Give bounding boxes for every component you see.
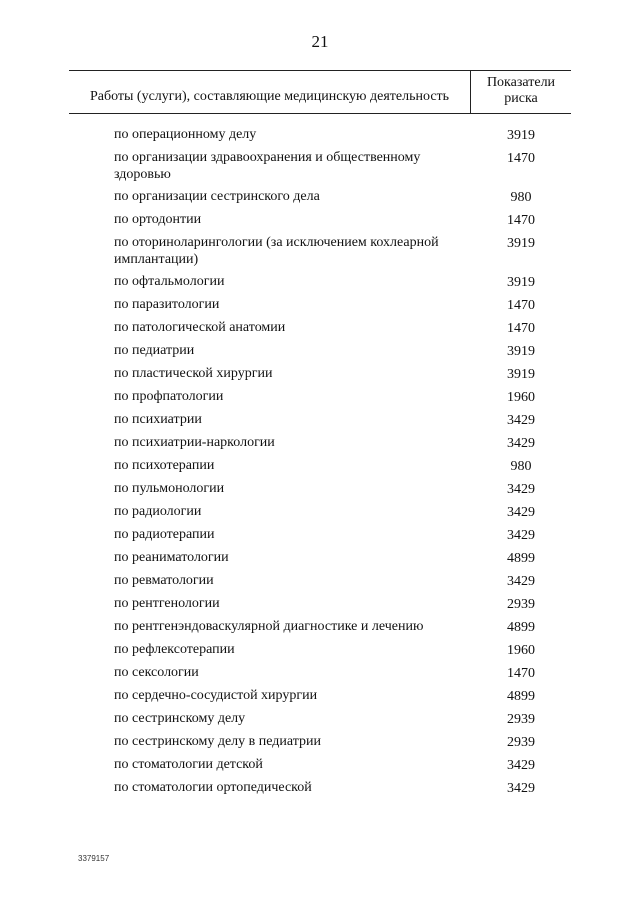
row-risk-value: 3429 xyxy=(507,482,535,497)
row-risk-value: 980 xyxy=(510,459,532,474)
table-row xyxy=(69,273,571,291)
header-risk-column: Показатели риска xyxy=(486,75,556,106)
row-risk-value: 4899 xyxy=(507,551,535,566)
row-work-name: по организации сестринского дела xyxy=(114,189,320,204)
table-row xyxy=(69,296,571,314)
table-row xyxy=(69,211,571,229)
page-number: 21 xyxy=(311,32,329,51)
table-row xyxy=(69,457,571,475)
row-work-name: по ревматологии xyxy=(114,573,214,588)
row-work-name: по рефлексотерапии xyxy=(114,642,235,657)
row-risk-value: 1960 xyxy=(507,643,535,658)
row-work-name: по сестринскому делу в педиатрии xyxy=(114,734,322,749)
row-risk-value: 1470 xyxy=(507,298,535,313)
row-risk-value: 3919 xyxy=(507,367,535,382)
table-row xyxy=(69,342,571,360)
row-work-name: по оториноларингологии (за исключением кохлеарной имплантации) xyxy=(114,235,439,267)
table-row xyxy=(69,149,571,183)
row-work-name: по организации здравоохранения и общественному здоровью xyxy=(114,150,421,182)
row-work-name: по стоматологии детской xyxy=(114,757,263,772)
table-row xyxy=(69,319,571,337)
row-work-name: по патологической анатомии xyxy=(114,320,286,335)
risk-table xyxy=(69,70,571,802)
row-work-name: по психиатрии xyxy=(114,412,202,427)
table-row xyxy=(69,503,571,521)
row-risk-value: 4899 xyxy=(507,620,535,635)
table-row xyxy=(69,572,571,590)
row-work-name: по педиатрии xyxy=(114,343,195,358)
document-code: 3379157 xyxy=(78,854,110,863)
row-work-name: по операционному делу xyxy=(114,127,257,142)
row-work-name: по рентгенэндоваскулярной диагностике и лечению xyxy=(114,619,424,634)
table-row xyxy=(69,595,571,613)
table-row xyxy=(69,549,571,567)
table-row xyxy=(69,687,571,705)
row-work-name: по ортодонтии xyxy=(114,212,202,227)
row-work-name: по радиотерапии xyxy=(114,527,215,542)
row-risk-value: 1960 xyxy=(507,390,535,405)
table-row xyxy=(69,756,571,774)
row-work-name: по сердечно-сосудистой хирургии xyxy=(114,688,318,703)
row-risk-value: 3919 xyxy=(507,236,535,251)
row-risk-value: 4899 xyxy=(507,689,535,704)
table-row xyxy=(69,388,571,406)
table-row xyxy=(69,710,571,728)
table-row xyxy=(69,365,571,383)
row-risk-value: 1470 xyxy=(507,151,535,166)
row-risk-value: 3919 xyxy=(507,128,535,143)
table-row xyxy=(69,234,571,268)
table-body xyxy=(69,126,571,797)
table-row xyxy=(69,411,571,429)
row-risk-value: 3429 xyxy=(507,758,535,773)
row-work-name: по реаниматологии xyxy=(114,550,229,565)
table-row xyxy=(69,733,571,751)
row-risk-value: 3919 xyxy=(507,344,535,359)
row-risk-value: 3429 xyxy=(507,436,535,451)
row-risk-value: 2939 xyxy=(507,712,535,727)
row-risk-value: 3429 xyxy=(507,528,535,543)
row-work-name: по сестринскому делу xyxy=(114,711,246,726)
row-risk-value: 2939 xyxy=(507,597,535,612)
table-row xyxy=(69,618,571,636)
table-row xyxy=(69,526,571,544)
row-risk-value: 2939 xyxy=(507,735,535,750)
row-risk-value: 3429 xyxy=(507,574,535,589)
table-row xyxy=(69,664,571,682)
row-work-name: по психотерапии xyxy=(114,458,215,473)
row-work-name: по сексологии xyxy=(114,665,199,680)
table-row xyxy=(69,480,571,498)
row-work-name: по рентгенологии xyxy=(114,596,220,611)
row-work-name: по стоматологии ортопедической xyxy=(114,780,312,795)
row-work-name: по пластической хирургии xyxy=(114,366,273,381)
row-risk-value: 1470 xyxy=(507,321,535,336)
row-risk-value: 3919 xyxy=(507,275,535,290)
row-work-name: по профпатологии xyxy=(114,389,224,404)
row-risk-value: 1470 xyxy=(507,666,535,681)
row-work-name: по пульмонологии xyxy=(114,481,225,496)
table-row xyxy=(69,126,571,144)
table-row xyxy=(69,641,571,659)
row-work-name: по паразитологии xyxy=(114,297,220,312)
row-risk-value: 3429 xyxy=(507,413,535,428)
row-risk-value: 3429 xyxy=(507,781,535,796)
row-work-name: по офтальмологии xyxy=(114,274,225,289)
row-work-name: по психиатрии-наркологии xyxy=(114,435,275,450)
table-row xyxy=(69,779,571,797)
row-risk-value: 3429 xyxy=(507,505,535,520)
row-risk-value: 980 xyxy=(510,190,532,205)
table-header xyxy=(69,70,571,114)
row-work-name: по радиологии xyxy=(114,504,202,519)
row-risk-value: 1470 xyxy=(507,213,535,228)
header-work-column: Работы (услуги), составляющие медицинскую деятельность xyxy=(69,71,471,113)
table-row xyxy=(69,188,571,206)
table-row xyxy=(69,434,571,452)
